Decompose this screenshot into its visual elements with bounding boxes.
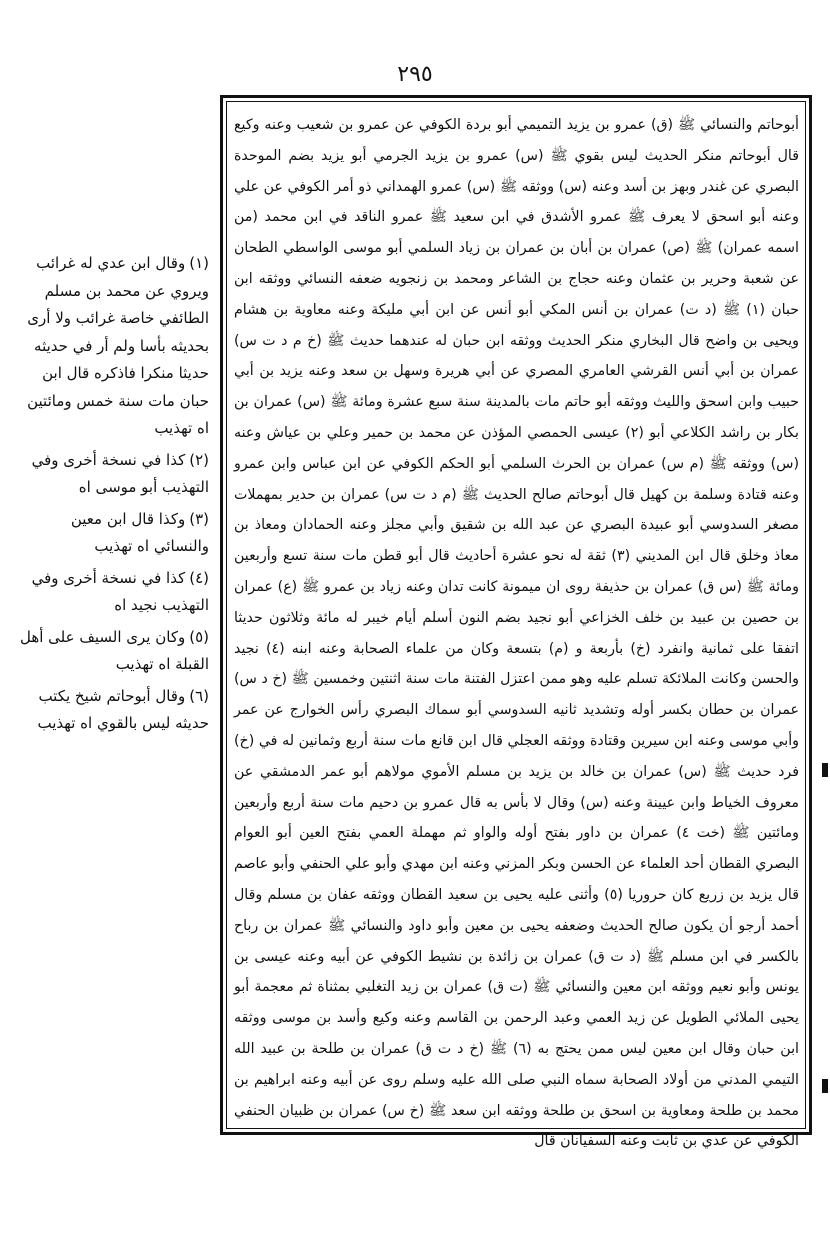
footnote-number: (٥): [189, 627, 209, 646]
footnote-number: (٢): [189, 450, 209, 469]
footnote: [14, 506, 209, 561]
main-text-block: [234, 110, 800, 1150]
main-text-body: أبوحاتم والنسائي ﷺ (ق) عمرو بن يزيد التميمي أبو بردة الكوفي عن عمرو بن شعيب وعنه وكيع قال أبوحاتم منكر الحديث ليس بقوي ﷺ (س) عمرو بن يزيد الجرمي أبو يزيد بضم الموحدة البصري عن غندر وبهز بن أسد وعنه (س) ووثقه ﷺ (س) عمرو الهمداني ذو أمر الكوفي عن علي وعنه أبو اسحق لا يعرف ﷺ عمرو الأشدق في ابن سعيد ﷺ عمرو الناقد في ابن محمد (من اسمه عمران) ﷺ (ص) عمران بن أبان بن عمران بن زياد السلمي أبو موسى الواسطي الطحان عن شعبة وحرير بن عثمان وعنه حجاج بن الشاعر ومحمد بن زنجويه ضعفه النسائي ووثقه ابن حبان (١) ﷺ (د ت) عمران بن أنس المكي أبو أنس عن ابن أبي مليكة وعنه معاوية بن هشام ويحيى بن واضح قال البخاري منكر الحديث ووثقه ابن حبان له عندهما حديث ﷺ (خ م د ت س) عمران بن أبي أنس القرشي العامري المصري عن أبي هريرة وسهل بن سعد وعنه يزيد بن أبي حبيب وابن اسحق والليث ووثقه أبو حاتم مات بالمدينة سنة سبع عشرة ومائة ﷺ (س) عمران بن بكار بن راشد الكلاعي أبو (٢) عيسى الحمصي المؤذن عن محمد بن حمير وعلي بن عياش وعنه (س) ووثقه ﷺ (م س) عمران بن الحرث السلمي أبو الحكم الكوفي عن ابن عباس وابن عمرو وعنه قتادة وسلمة بن كهيل قال أبوحاتم صالح الحديث ﷺ (م د ت س) عمران بن حدير بمهملات مصغر السدوسي أبو عبيدة البصري عن عبد الله بن شقيق وأبي مجلز وعنه الحمادان ومعاذ بن معاذ وخلق قال ابن المديني (٣) ثقة له نحو عشرة أحاديث قال أبو قطن مات سنة تسع وأربعين ومائة ﷺ (س ق) عمران بن حذيفة روى ان ميمونة كانت تدان وعنه زياد بن عمرو ﷺ (ع) عمران بن حصين بن عبيد بن خلف الخزاعي أبو نجيد بضم النون أسلم أيام خيبر له مائة وثلاثون حديثا اتفقا على ثمانية وانفرد (خ) بأربعة و (م) بتسعة وكان من علماء الصحابة وعنه ابنه (٤) نجيد والحسن وكانت الملائكة تسلم عليه وهو ممن اعتزل الفتنة مات سنة اثنتين وخمسين ﷺ (خ د س) عمران بن حطان بكسر أوله وتشديد ثانيه السدوسي أبو سماك البصري رأس الخوارج عن عمر وأبي موسى وعنه ابن سيرين وقتادة ووثقه العجلي قال ابن قانع مات سنة أربع وثمانين له في (خ) فرد حديث ﷺ (س) عمران بن خالد بن يزيد بن مسلم الأموي مولاهم أبو عمر الدمشقي عن معروف الخياط وابن عيينة وعنه (س) وقال لا بأس به قال عمرو بن دحيم مات سنة أربع وأربعين ومائتين ﷺ (خت ٤) عمران بن داور بفتح أوله والواو ثم مهملة العمي بفتح العين أبو العوام البصري القطان أحد العلماء عن الحسن وبكر المزني وعنه ابن مهدي وأبو علي الحنفي وأبو عاصم قال يزيد بن زريع كان حروريا (٥) وأثنى عليه يحيى بن سعيد القطان ووثقه عفان بن مسلم وقال أحمد أرجو أن يكون صالح الحديث وضعفه يحيى بن معين وأبو داود والنسائي ﷺ عمران بن رباح بالكسر في ابن مسلم ﷺ (د ت ق) عمران بن زائدة بن نشيط الكوفي عن أبيه وعنه عيسى بن يونس وأبو نعيم ووثقه ابن معين والنسائي ﷺ (ت ق) عمران بن زيد التغلبي بمثناة ثم معجمة أبو يحيى الملائي الطويل عن زيد العمي وعبد الرحمن بن القاسم وعنه وكيع وأسد بن موسى ووثقه ابن حبان وقال ابن معين ليس ممن يحتج به (٦) ﷺ (خ د ت ق) عمران بن طلحة بن عبيد الله التيمي المدني من أولاد الصحابة سماه النبي صلى الله عليه وسلم روى عن أبيه وعنه ابراهيم بن محمد بن طلحة ومعاوية بن اسحق بن طلحة ووثقه ابن سعد ﷺ (خ س) عمران بن ظبيان الحنفي الكوفي عن عدي بن ثابت وعنه السفيانان قال: [234, 117, 800, 1150]
footnote-text: وقال ابن عدي له غرائب ويروي عن محمد بن مسلم الطائفي خاصة غرائب ولا أرى بحديثه بأسا ولم أر في حديثه حديثا منكرا فاذكره قال ابن حبان مات سنة خمس ومائتين اه تهذيب: [27, 254, 209, 437]
footnote: [14, 250, 209, 443]
footnote: [14, 683, 209, 738]
scan-edge-mark: [822, 1079, 828, 1093]
footnote-number: (٦): [189, 686, 209, 705]
footnote-number: (٤): [189, 568, 209, 587]
footnote-number: (١): [189, 254, 209, 272]
footnote: [14, 447, 209, 502]
footnote-text: وقال أبوحاتم شيخ يكتب حديثه ليس بالقوي اه تهذيب: [37, 686, 209, 732]
footnote: [14, 624, 209, 679]
footnote-text: وكذا قال ابن معين والنسائي اه تهذيب: [70, 509, 209, 555]
footnote-text: كذا في نسخة أخرى وفي التهذيب أبو موسى اه: [31, 450, 209, 496]
footnote-text: وكان يرى السيف على أهل القبلة اه تهذيب: [19, 627, 209, 673]
footnote-text: كذا في نسخة أخرى وفي التهذيب نجيد اه: [31, 568, 209, 614]
footnotes-column: [14, 250, 209, 810]
footnote-number: (٣): [189, 509, 209, 528]
footnote: [14, 565, 209, 620]
scan-edge-mark: [822, 763, 828, 777]
page-number: ٢٩٥: [397, 62, 433, 87]
